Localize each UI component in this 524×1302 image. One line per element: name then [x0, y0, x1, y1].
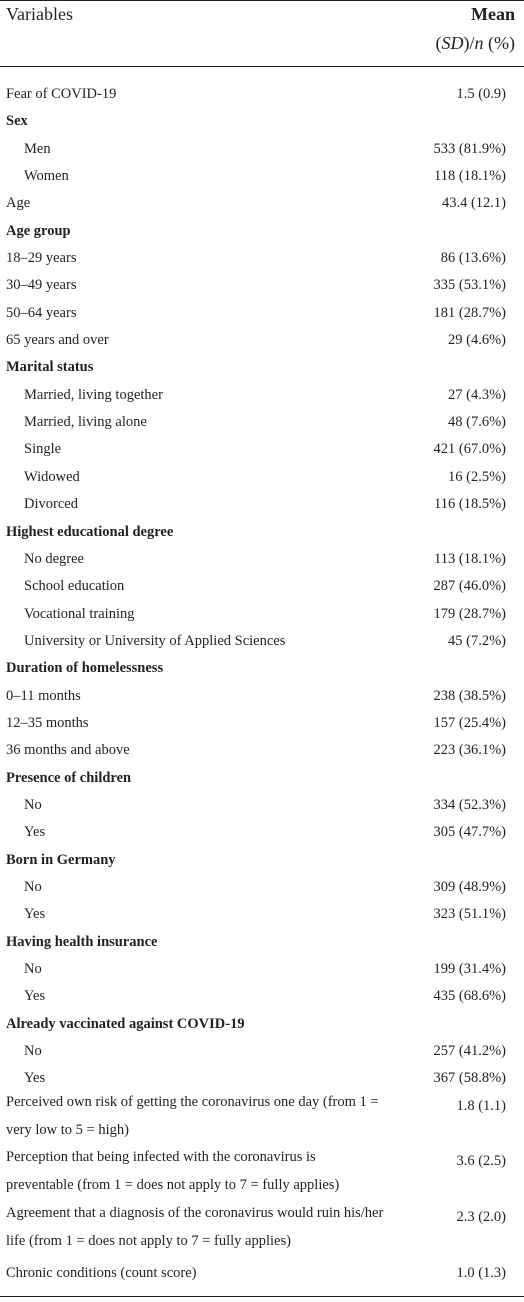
row-label: Chronic conditions (count score): [6, 1264, 197, 1281]
row-label: Perception that being infected with the coronavirus is preventable (from 1 = does not apply to 7 = fully applies): [6, 1149, 340, 1194]
row-label: Yes: [24, 988, 46, 1005]
table-row: [0, 626, 524, 653]
row-value: 533 (81.9%): [433, 140, 506, 157]
row-label: Fear of COVID-19: [6, 86, 117, 102]
table-row: [0, 216, 524, 243]
row-label: No: [24, 961, 42, 977]
row-label: 18–29 years: [6, 250, 77, 267]
bottom-rule: [0, 1296, 524, 1297]
table-row: [0, 790, 524, 817]
row-value: 367 (58.8%): [433, 1070, 506, 1087]
row-value: 421 (67.0%): [433, 441, 506, 458]
header-rule: [0, 66, 524, 67]
table-row: [0, 544, 524, 571]
row-value: 199 (31.4%): [433, 961, 506, 977]
table-row: [0, 653, 524, 680]
header-n: n: [474, 33, 484, 53]
row-label: University or University of Applied Sciences: [24, 632, 286, 649]
row-value: 1.8 (1.1): [456, 1097, 506, 1114]
table-row: [0, 1146, 524, 1202]
section-heading: Marital status: [6, 359, 94, 376]
section-heading: Having health insurance: [6, 933, 158, 950]
row-value: 257 (41.2%): [433, 1043, 506, 1060]
row-value: 435 (68.6%): [433, 988, 506, 1005]
row-value: 29 (4.6%): [448, 332, 506, 349]
table-row: [0, 599, 524, 626]
row-label: Men: [24, 140, 51, 157]
table-row: [0, 489, 524, 516]
row-label: No: [24, 1043, 42, 1060]
row-value: 45 (7.2%): [448, 632, 506, 649]
row-label: Yes: [24, 824, 46, 841]
row-value: 309 (48.9%): [433, 878, 506, 895]
top-rule: [0, 0, 524, 1]
header-mean-title: Mean: [471, 4, 515, 24]
row-label: Married, living alone: [24, 414, 147, 431]
row-label: Vocational training: [24, 605, 135, 622]
table-row: [0, 407, 524, 434]
row-label: 36 months and above: [6, 742, 130, 759]
table-row: [0, 106, 524, 133]
row-value: 43.4 (12.1): [441, 195, 506, 212]
section-heading: Highest educational degree: [6, 523, 174, 540]
row-value: 118 (18.1%): [434, 168, 506, 185]
header-mean: [436, 2, 515, 55]
row-label: Perceived own risk of getting the coronavirus one day (from 1 = very low to 5 = high): [6, 1093, 379, 1138]
table-row: [0, 161, 524, 188]
table-row: [0, 188, 524, 215]
row-value: 181 (28.7%): [433, 304, 506, 321]
row-value: 86 (13.6%): [440, 250, 506, 267]
row-value: 1.5 (0.9): [456, 86, 506, 102]
row-value: 305 (47.7%): [433, 824, 506, 841]
table-row: [0, 708, 524, 735]
section-heading: Sex: [6, 113, 28, 130]
row-label: 0–11 months: [6, 687, 81, 704]
table-row: [0, 1091, 524, 1147]
section-heading: Born in Germany: [6, 851, 116, 868]
table-row: [0, 352, 524, 379]
row-label: No degree: [24, 550, 84, 567]
row-value: 223 (36.1%): [433, 742, 506, 759]
row-label: 12–35 months: [6, 714, 89, 731]
row-value: 334 (52.3%): [433, 796, 506, 813]
row-value: 323 (51.1%): [433, 906, 506, 923]
table-row: [0, 1202, 524, 1258]
table-row: [0, 270, 524, 297]
header-slash: )/: [463, 33, 475, 53]
row-label: Yes: [24, 906, 46, 923]
row-value: 48 (7.6%): [448, 414, 506, 431]
table-row: [0, 763, 524, 790]
row-value: 238 (38.5%): [433, 687, 506, 704]
section-heading: Age group: [6, 222, 71, 239]
table-row: [0, 845, 524, 872]
table-row: [0, 899, 524, 926]
row-label: 50–64 years: [6, 304, 77, 321]
row-value: 287 (46.0%): [433, 578, 506, 595]
row-label: Agreement that a diagnosis of the coronavirus would ruin his/her life (from 1 = does not apply to 7 = fully applies): [6, 1204, 384, 1249]
table-row: [0, 735, 524, 762]
header-pct: (%): [483, 33, 515, 53]
section-heading: Duration of homelessness: [6, 660, 164, 677]
section-heading: Already vaccinated against COVID-19: [6, 1015, 245, 1032]
table-row: [0, 927, 524, 954]
table-row: [0, 462, 524, 489]
row-label: No: [24, 796, 42, 813]
table-row: [0, 1258, 524, 1285]
table-row: [0, 981, 524, 1008]
row-value: 16 (2.5%): [448, 468, 506, 485]
table-row: [0, 325, 524, 352]
table-row: [0, 243, 524, 270]
table-row: [0, 954, 524, 981]
table-row: [0, 134, 524, 161]
section-heading: Presence of children: [6, 769, 132, 786]
table-row: [0, 1063, 524, 1090]
header-sd: SD: [441, 33, 464, 53]
table-row: [0, 571, 524, 598]
row-label: Widowed: [24, 468, 80, 485]
row-value: 179 (28.7%): [433, 605, 506, 622]
row-value: 157 (25.4%): [433, 714, 506, 731]
row-value: 2.3 (2.0): [456, 1208, 506, 1225]
row-label: Women: [24, 168, 69, 185]
header-paren: (: [435, 33, 442, 53]
table-row: [0, 681, 524, 708]
table-row: [0, 872, 524, 899]
table-row: [0, 817, 524, 844]
table-body: [0, 79, 524, 1285]
row-value: 113 (18.1%): [434, 550, 506, 567]
table-row: [0, 79, 524, 106]
row-value: 116 (18.5%): [434, 496, 506, 513]
header-variables: Variables: [6, 4, 73, 24]
table-row: [0, 434, 524, 461]
row-value: 1.0 (1.3): [456, 1264, 506, 1281]
row-label: 30–49 years: [6, 277, 77, 294]
table-row: [0, 517, 524, 544]
row-label: No: [24, 878, 42, 895]
table-row: [0, 1009, 524, 1036]
row-label: Single: [24, 441, 62, 458]
row-label: 65 years and over: [6, 332, 109, 349]
row-label: Yes: [24, 1070, 46, 1087]
table-row: [0, 1036, 524, 1063]
table-row: [0, 380, 524, 407]
header-mean-subtitle: [436, 31, 515, 55]
table-row: [0, 298, 524, 325]
row-label: Divorced: [24, 496, 78, 513]
row-label: Age: [6, 195, 31, 212]
row-label: School education: [24, 578, 125, 595]
row-label: Married, living together: [24, 386, 163, 403]
row-value: 27 (4.3%): [448, 386, 506, 403]
row-value: 335 (53.1%): [433, 277, 506, 294]
row-value: 3.6 (2.5): [456, 1153, 506, 1170]
